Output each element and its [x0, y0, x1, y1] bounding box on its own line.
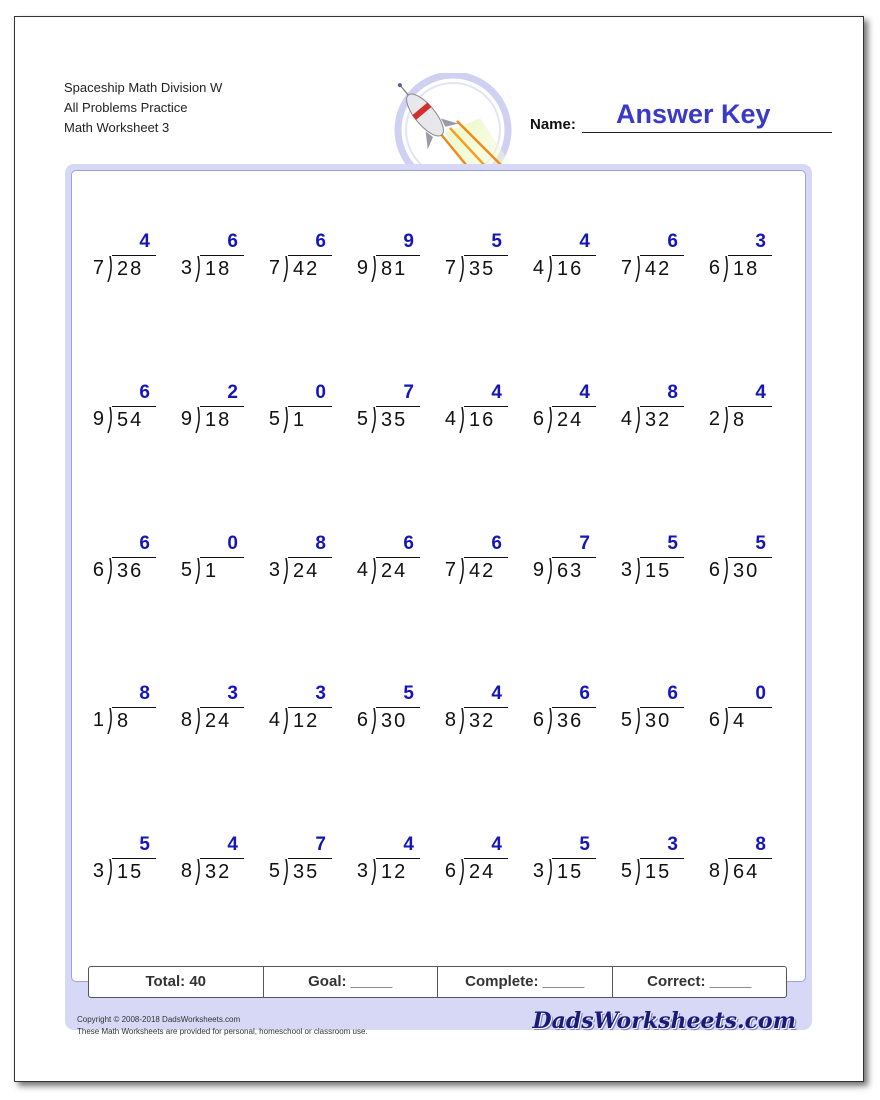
division-bracket	[456, 256, 464, 282]
dividend: 54	[117, 409, 144, 431]
quotient-answer: 3	[227, 683, 240, 704]
dividend: 30	[733, 560, 760, 582]
answer-key-label: Answer Key	[616, 99, 771, 129]
divisor: 6	[92, 559, 104, 581]
division-bracket	[456, 407, 464, 433]
dividend: 42	[469, 560, 496, 582]
dividend: 30	[645, 710, 672, 732]
complete-cell: Complete: _____	[438, 967, 613, 997]
quotient-answer: 8	[755, 834, 768, 855]
division-problem	[86, 683, 156, 737]
vinculum-line	[112, 255, 156, 256]
dividend: 24	[293, 560, 320, 582]
division-bracket	[632, 708, 640, 734]
quotient-answer: 3	[755, 231, 768, 252]
division-problem	[702, 231, 772, 285]
quotient-answer: 0	[227, 533, 240, 554]
divisor: 3	[180, 257, 192, 279]
quotient-answer: 7	[579, 533, 592, 554]
vinculum-line	[552, 406, 596, 407]
vinculum-line	[640, 255, 684, 256]
divisor: 5	[620, 709, 632, 731]
dividend: 63	[557, 560, 584, 582]
dividend: 8	[733, 409, 747, 431]
division-problem	[438, 231, 508, 285]
vinculum-line	[640, 406, 684, 407]
correct-cell: Correct: _____	[647, 973, 752, 990]
vinculum-line	[376, 557, 420, 558]
divisor: 6	[708, 709, 720, 731]
divisor: 3	[356, 860, 368, 882]
dividend: 32	[645, 409, 672, 431]
goal-cell: Goal: _____	[264, 967, 439, 997]
division-problem	[526, 683, 596, 737]
division-problem	[526, 533, 596, 587]
division-bracket	[368, 407, 376, 433]
division-problem	[438, 533, 508, 587]
quotient-answer: 5	[755, 533, 768, 554]
vinculum-line	[728, 707, 772, 708]
division-bracket	[280, 708, 288, 734]
division-bracket	[544, 859, 552, 885]
divisor: 6	[708, 257, 720, 279]
divisor: 7	[620, 257, 632, 279]
dividend: 24	[381, 560, 408, 582]
division-problem	[174, 834, 244, 888]
division-problem	[262, 533, 332, 587]
division-problem	[614, 533, 684, 587]
division-problem	[174, 382, 244, 436]
problems-area	[71, 170, 806, 982]
dividend: 15	[645, 861, 672, 883]
quotient-answer: 8	[667, 382, 680, 403]
vinculum-line	[464, 707, 508, 708]
divisor: 4	[620, 408, 632, 430]
quotient-answer: 0	[315, 382, 328, 403]
vinculum-line	[112, 707, 156, 708]
division-problem	[262, 231, 332, 285]
divisor: 9	[180, 408, 192, 430]
division-bracket	[104, 558, 112, 584]
worksheet-title: Spaceship Math Division W	[64, 80, 223, 95]
division-bracket	[632, 407, 640, 433]
division-bracket	[192, 558, 200, 584]
vinculum-line	[376, 858, 420, 859]
divisor: 8	[444, 709, 456, 731]
vinculum-line	[728, 557, 772, 558]
vinculum-line	[288, 707, 332, 708]
division-bracket	[632, 859, 640, 885]
divisor: 9	[356, 257, 368, 279]
divisor: 6	[444, 860, 456, 882]
division-bracket	[544, 708, 552, 734]
division-bracket	[280, 859, 288, 885]
division-bracket	[368, 708, 376, 734]
vinculum-line	[200, 406, 244, 407]
division-problem	[614, 683, 684, 737]
vinculum-line	[112, 406, 156, 407]
worksheet-info	[64, 78, 222, 138]
dividend: 32	[205, 861, 232, 883]
divisor: 3	[92, 860, 104, 882]
dividend: 32	[469, 710, 496, 732]
division-problem	[174, 231, 244, 285]
divisor: 4	[268, 709, 280, 731]
vinculum-line	[376, 406, 420, 407]
vinculum-line	[200, 557, 244, 558]
quotient-answer: 6	[579, 683, 592, 704]
division-problem	[526, 382, 596, 436]
dividend: 12	[381, 861, 408, 883]
division-bracket	[192, 407, 200, 433]
division-problem	[86, 231, 156, 285]
divisor: 3	[620, 559, 632, 581]
divisor: 7	[92, 257, 104, 279]
divisor: 8	[708, 860, 720, 882]
vinculum-line	[728, 255, 772, 256]
vinculum-line	[288, 557, 332, 558]
vinculum-line	[288, 406, 332, 407]
vinculum-line	[200, 255, 244, 256]
quotient-answer: 6	[667, 231, 680, 252]
worksheet-page	[14, 16, 864, 1082]
vinculum-line	[112, 557, 156, 558]
division-bracket	[104, 407, 112, 433]
vinculum-line	[728, 858, 772, 859]
division-problem	[262, 382, 332, 436]
division-problem	[262, 834, 332, 888]
dividend: 12	[293, 710, 320, 732]
vinculum-line	[640, 707, 684, 708]
quotient-answer: 6	[403, 533, 416, 554]
division-bracket	[632, 558, 640, 584]
quotient-answer: 6	[227, 231, 240, 252]
dividend: 15	[645, 560, 672, 582]
vinculum-line	[464, 858, 508, 859]
vinculum-line	[464, 255, 508, 256]
division-bracket	[192, 859, 200, 885]
division-problem	[86, 533, 156, 587]
vinculum-line	[552, 255, 596, 256]
division-problem	[702, 834, 772, 888]
divisor: 5	[180, 559, 192, 581]
division-bracket	[456, 708, 464, 734]
usage-text: These Math Worksheets are provided for personal, homeschool or classroom use.	[77, 1027, 368, 1036]
vinculum-line	[640, 557, 684, 558]
quotient-answer: 4	[491, 683, 504, 704]
division-problem	[614, 231, 684, 285]
dividend: 1	[205, 560, 219, 582]
quotient-answer: 4	[227, 834, 240, 855]
division-problem	[350, 683, 420, 737]
dividend: 35	[293, 861, 320, 883]
quotient-answer: 6	[315, 231, 328, 252]
quotient-answer: 5	[403, 683, 416, 704]
division-bracket	[368, 558, 376, 584]
division-problem	[350, 231, 420, 285]
dividend: 4	[733, 710, 747, 732]
vinculum-line	[728, 406, 772, 407]
vinculum-line	[376, 707, 420, 708]
division-problem	[438, 834, 508, 888]
dividend: 36	[557, 710, 584, 732]
divisor: 9	[92, 408, 104, 430]
quotient-answer: 6	[491, 533, 504, 554]
division-problem	[350, 834, 420, 888]
dividend: 42	[293, 258, 320, 280]
site-logo: DadsWorksheets.com	[532, 1008, 796, 1034]
copyright-text: Copyright © 2008-2018 DadsWorksheets.com	[77, 1015, 241, 1024]
quotient-answer: 6	[139, 533, 152, 554]
division-bracket	[368, 256, 376, 282]
dividend: 24	[469, 861, 496, 883]
quotient-answer: 0	[755, 683, 768, 704]
division-bracket	[192, 708, 200, 734]
vinculum-line	[288, 255, 332, 256]
name-underline	[582, 132, 832, 133]
footer-notice	[77, 1014, 368, 1038]
divisor: 6	[708, 559, 720, 581]
divisor: 5	[268, 860, 280, 882]
dividend: 15	[557, 861, 584, 883]
quotient-answer: 6	[139, 382, 152, 403]
dividend: 36	[117, 560, 144, 582]
quotient-answer: 4	[579, 231, 592, 252]
division-problem	[86, 382, 156, 436]
vinculum-line	[200, 707, 244, 708]
divisor: 5	[268, 408, 280, 430]
divisor: 5	[356, 408, 368, 430]
dividend: 1	[293, 409, 307, 431]
quotient-answer: 4	[491, 382, 504, 403]
worksheet-number: Math Worksheet 3	[64, 120, 170, 135]
division-bracket	[368, 859, 376, 885]
division-bracket	[720, 256, 728, 282]
divisor: 7	[444, 559, 456, 581]
quotient-answer: 5	[491, 231, 504, 252]
division-bracket	[104, 708, 112, 734]
division-problem	[614, 834, 684, 888]
division-bracket	[280, 256, 288, 282]
division-problem	[614, 382, 684, 436]
total-cell: Total: 40	[89, 967, 264, 997]
divisor: 4	[532, 257, 544, 279]
dividend: 24	[205, 710, 232, 732]
vinculum-line	[464, 557, 508, 558]
dividend: 24	[557, 409, 584, 431]
quotient-answer: 4	[579, 382, 592, 403]
quotient-answer: 5	[667, 533, 680, 554]
dividend: 18	[205, 258, 232, 280]
quotient-answer: 5	[579, 834, 592, 855]
division-bracket	[544, 256, 552, 282]
divisor: 4	[444, 408, 456, 430]
division-bracket	[104, 859, 112, 885]
division-problem	[702, 533, 772, 587]
quotient-answer: 2	[227, 382, 240, 403]
division-bracket	[720, 407, 728, 433]
score-bar	[88, 966, 787, 998]
division-bracket	[456, 859, 464, 885]
divisor: 1	[92, 709, 104, 731]
dividend: 35	[469, 258, 496, 280]
division-problem	[350, 382, 420, 436]
vinculum-line	[552, 707, 596, 708]
vinculum-line	[552, 557, 596, 558]
divisor: 8	[180, 709, 192, 731]
division-problem	[702, 382, 772, 436]
division-problem	[526, 834, 596, 888]
division-bracket	[280, 558, 288, 584]
vinculum-line	[552, 858, 596, 859]
quotient-answer: 4	[755, 382, 768, 403]
divisor: 2	[708, 408, 720, 430]
dividend: 18	[733, 258, 760, 280]
division-bracket	[280, 407, 288, 433]
quotient-answer: 6	[667, 683, 680, 704]
division-problem	[350, 533, 420, 587]
division-bracket	[632, 256, 640, 282]
division-problem	[86, 834, 156, 888]
division-bracket	[544, 407, 552, 433]
dividend: 35	[381, 409, 408, 431]
dividend: 81	[381, 258, 408, 280]
vinculum-line	[376, 255, 420, 256]
vinculum-line	[288, 858, 332, 859]
vinculum-line	[200, 858, 244, 859]
division-bracket	[720, 859, 728, 885]
quotient-answer: 4	[491, 834, 504, 855]
divisor: 6	[532, 709, 544, 731]
dividend: 64	[733, 861, 760, 883]
vinculum-line	[464, 406, 508, 407]
problems-frame	[65, 164, 812, 1036]
divisor: 7	[444, 257, 456, 279]
quotient-answer: 3	[315, 683, 328, 704]
quotient-answer: 7	[403, 382, 416, 403]
vinculum-line	[640, 858, 684, 859]
name-label: Name:	[530, 116, 576, 133]
division-problem	[702, 683, 772, 737]
divisor: 5	[620, 860, 632, 882]
division-problem	[262, 683, 332, 737]
dividend: 16	[469, 409, 496, 431]
divisor: 7	[268, 257, 280, 279]
divisor: 3	[268, 559, 280, 581]
division-bracket	[720, 708, 728, 734]
quotient-answer: 3	[667, 834, 680, 855]
division-bracket	[456, 558, 464, 584]
dividend: 15	[117, 861, 144, 883]
dividend: 28	[117, 258, 144, 280]
division-problem	[174, 533, 244, 587]
divisor: 3	[532, 860, 544, 882]
divisor: 4	[356, 559, 368, 581]
quotient-answer: 4	[403, 834, 416, 855]
division-problem	[174, 683, 244, 737]
dividend: 42	[645, 258, 672, 280]
division-problem	[526, 231, 596, 285]
quotient-answer: 8	[315, 533, 328, 554]
name-field	[530, 99, 832, 133]
quotient-answer: 9	[403, 231, 416, 252]
divisor: 9	[532, 559, 544, 581]
division-bracket	[192, 256, 200, 282]
dividend: 8	[117, 710, 131, 732]
divisor: 6	[356, 709, 368, 731]
divisor: 6	[532, 408, 544, 430]
division-bracket	[104, 256, 112, 282]
division-bracket	[544, 558, 552, 584]
vinculum-line	[112, 858, 156, 859]
quotient-answer: 7	[315, 834, 328, 855]
division-bracket	[720, 558, 728, 584]
worksheet-subtitle: All Problems Practice	[64, 100, 188, 115]
dividend: 30	[381, 710, 408, 732]
quotient-answer: 5	[139, 834, 152, 855]
dividend: 16	[557, 258, 584, 280]
division-problem	[438, 382, 508, 436]
divisor: 8	[180, 860, 192, 882]
quotient-answer: 8	[139, 683, 152, 704]
dividend: 18	[205, 409, 232, 431]
quotient-answer: 4	[139, 231, 152, 252]
division-problem	[438, 683, 508, 737]
